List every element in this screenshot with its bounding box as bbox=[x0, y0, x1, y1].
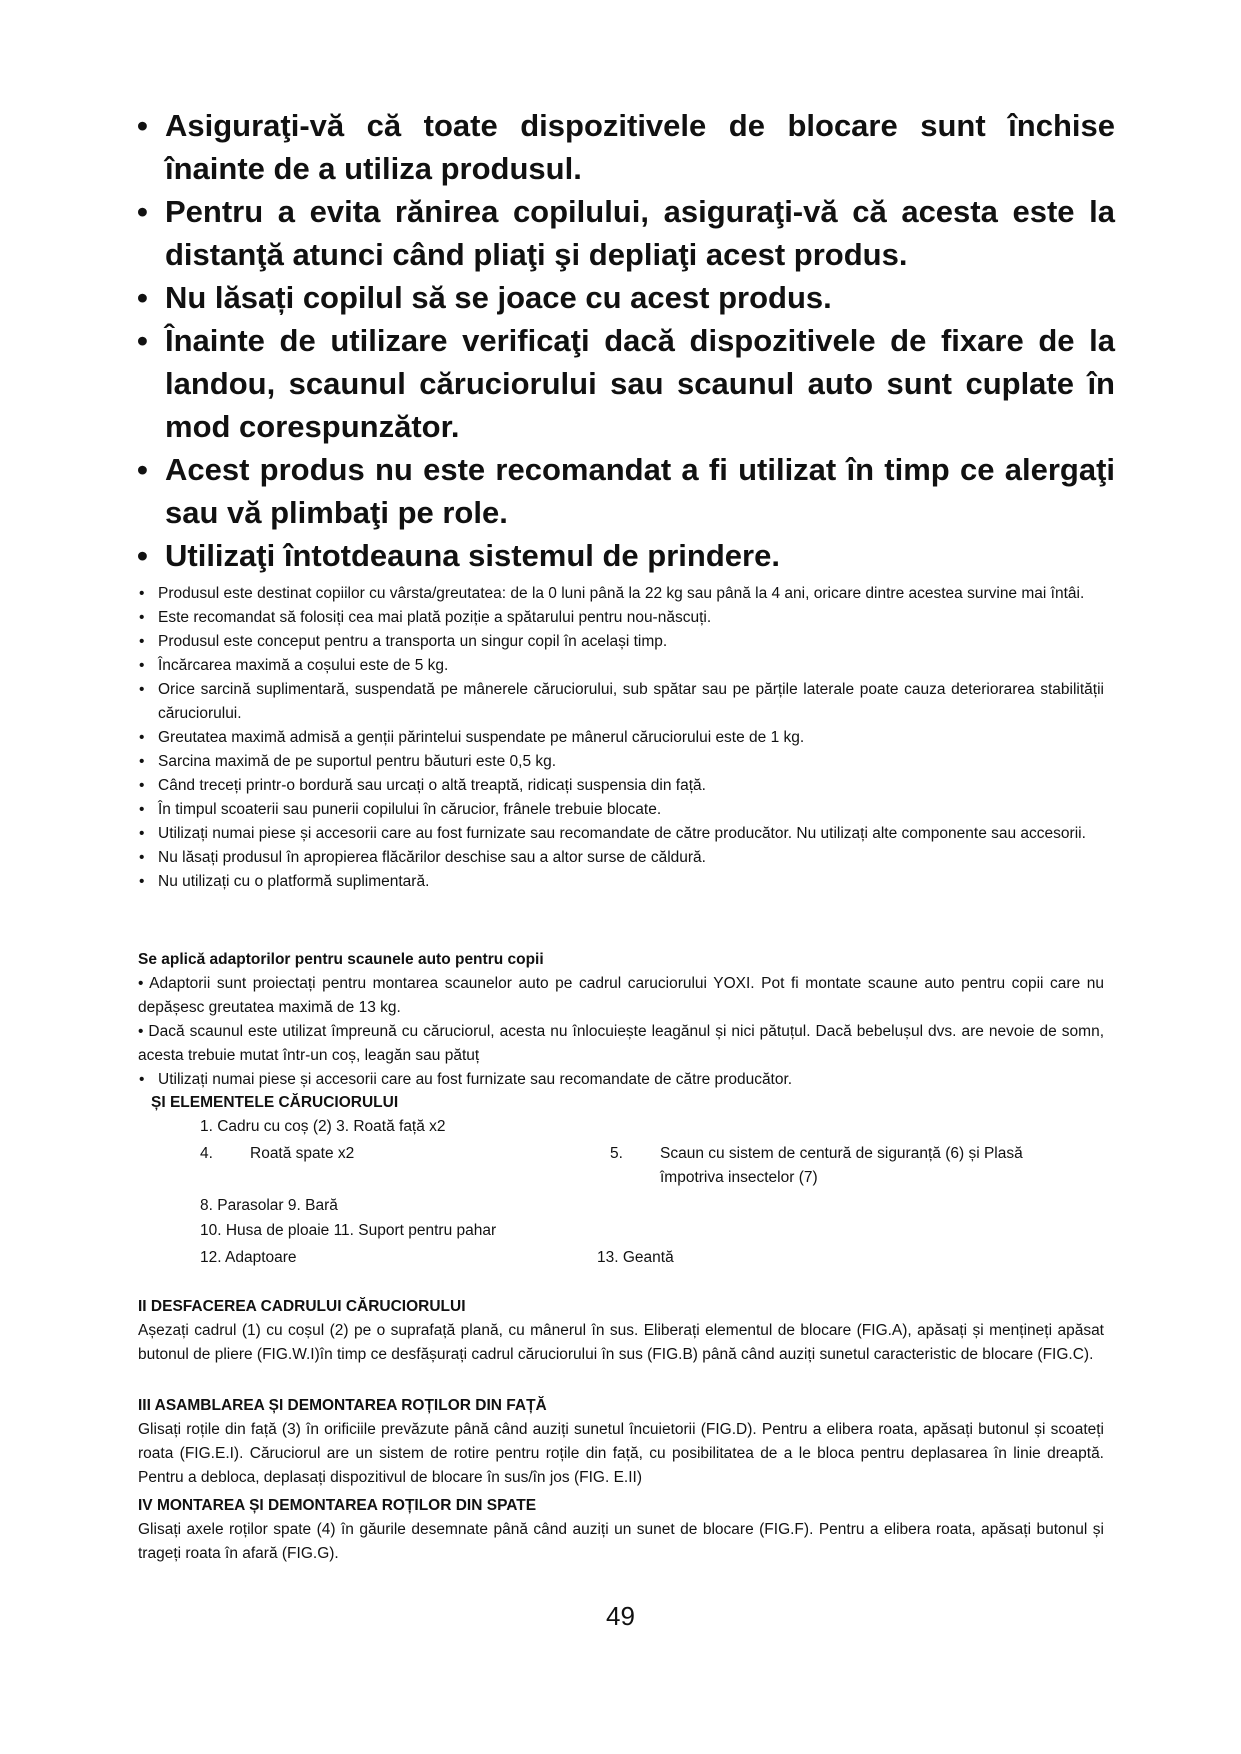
section-4-text: Glisați axele roților spate (4) în găurile desemnate până când auziți un sunet de blocare (FIG.F). Pentru a elibera roata, apăsați butonul și trageți roata în afară (FIG.G). bbox=[138, 1521, 1104, 1562]
small-warning-item: • Nu utilizați cu o platformă suplimentară. bbox=[138, 870, 1104, 894]
large-warning-item bbox=[135, 448, 1115, 534]
large-warning-item bbox=[135, 190, 1115, 276]
large-warning-text: • Utilizaţi întotdeauna sistemul de prindere. bbox=[165, 538, 780, 573]
small-warning-item: • Când treceți printr-o bordură sau urcați o altă treaptă, ridicați suspensia din față. bbox=[138, 774, 1104, 798]
adapters-bullet-list bbox=[138, 1068, 1104, 1092]
large-warnings-list bbox=[135, 104, 1115, 577]
large-warning-text: • Asiguraţi-vă că toate dispozitivele de blocare sunt închise înainte de a utiliza produsul. bbox=[165, 108, 1115, 186]
adapters-paragraph-1: • Adaptorii sunt proiectați pentru montarea scaunelor auto pe cadrul caruciorului YOXI. Pot fi montate scaune auto pentru copii care nu depășesc greutatea maximă de 13 kg. bbox=[138, 975, 1104, 1016]
elements-heading: ȘI ELEMENTELE CĂRUCIORULUI bbox=[151, 1094, 399, 1111]
small-warning-item: • Încărcarea maximă a coșului este de 5 kg. bbox=[138, 654, 1104, 678]
small-warning-item: • Greutatea maximă admisă a genții părintelui suspendate pe mânerul căruciorului este de 1 kg. bbox=[138, 726, 1104, 750]
elements-row-2-num: 4. bbox=[200, 1145, 213, 1162]
elements-row-3: 8. Parasolar 9. Bară bbox=[200, 1197, 338, 1214]
large-warning-text: • Pentru a evita rănirea copilului, asiguraţi-vă că acesta este la distanţă atunci când pliaţi şi depliaţi acest produs. bbox=[165, 194, 1115, 272]
elements-row-5b: 13. Geantă bbox=[597, 1249, 674, 1266]
elements-row-5a: 12. Adaptoare bbox=[200, 1249, 297, 1266]
section-4-heading: IV MONTAREA ȘI DEMONTAREA ROȚILOR DIN SPATE bbox=[138, 1497, 537, 1514]
large-warning-text: • Înainte de utilizare verificaţi dacă dispozitivele de fixare de la landou, scaunul căruciorului sau scaunul auto sunt cuplate în mod corespunzător. bbox=[165, 323, 1115, 444]
elements-row-1: 1. Cadru cu coș (2) 3. Roată față x2 bbox=[200, 1118, 446, 1135]
small-warning-item: • Produsul este destinat copiilor cu vârsta/greutatea: de la 0 luni până la 22 kg sau până la 4 ani, oricare dintre acestea survine mai întâi. bbox=[138, 582, 1104, 606]
small-warning-item: • Orice sarcină suplimentară, suspendată pe mânerele căruciorului, sub spătar sau pe părțile laterale poate cauza deteriorarea stabilității căruciorului. bbox=[138, 678, 1104, 726]
large-warning-text: • Nu lăsați copilul să se joace cu acest produs. bbox=[165, 280, 832, 315]
section-3-text: Glisați roțile din față (3) în orificiile prevăzute până când auziți sunetul încuietorii (FIG.D). Pentru a elibera roata, apăsați butonul și scoateți roata (FIG.E.I). Căruciorul are un sistem de rotire pentru roțile din față, cu posibilitatea de a le bloca pentru deplasarea în linie dreaptă. Pentru a debloca, deplasați dispozitivul de blocare în sus/în jos (FIG. E.II) bbox=[138, 1421, 1104, 1486]
small-warning-item: • Este recomandat să folosiți cea mai plată poziție a spătarului pentru nou-născuți. bbox=[138, 606, 1104, 630]
small-warnings-list bbox=[138, 582, 1104, 894]
elements-row-2b-num: 5. bbox=[610, 1145, 623, 1162]
section-2-heading: II DESFACEREA CADRULUI CĂRUCIORULUI bbox=[138, 1298, 466, 1315]
small-warning-item: • În timpul scoaterii sau punerii copilului în cărucior, frânele trebuie blocate. bbox=[138, 798, 1104, 822]
adapters-bullet: • Utilizați numai piese și accesorii care au fost furnizate sau recomandate de către producător. bbox=[138, 1068, 1104, 1092]
small-warning-item: • Sarcina maximă de pe suportul pentru băuturi este 0,5 kg. bbox=[138, 750, 1104, 774]
large-warning-item bbox=[135, 104, 1115, 190]
section-3-heading: III ASAMBLAREA ȘI DEMONTAREA ROȚILOR DIN FAȚĂ bbox=[138, 1397, 547, 1414]
page-number: 49 bbox=[606, 1601, 635, 1631]
adapters-paragraph-2: • Dacă scaunul este utilizat împreună cu căruciorul, acesta nu înlocuiește leagănul și nici pătuțul. Dacă bebelușul dvs. are nevoie de somn, acesta trebuie mutat într-un coș, leagăn sau pătuț bbox=[138, 1023, 1104, 1064]
small-warning-item: • Nu lăsați produsul în apropierea flăcărilor deschise sau a altor surse de căldură. bbox=[138, 846, 1104, 870]
large-warning-item bbox=[135, 534, 1115, 577]
small-warning-item: • Utilizați numai piese și accesorii care au fost furnizate sau recomandate de către producător. Nu utilizați alte componente sau accesorii. bbox=[138, 822, 1104, 846]
small-warning-item: • Produsul este conceput pentru a transporta un singur copil în același timp. bbox=[138, 630, 1104, 654]
elements-row-4: 10. Husa de ploaie 11. Suport pentru pahar bbox=[200, 1222, 497, 1239]
elements-row-2b-text: Scaun cu sistem de centură de siguranță (6) și Plasă împotriva insectelor (7) bbox=[660, 1145, 1023, 1186]
large-warning-text: • Acest produs nu este recomandat a fi utilizat în timp ce alergaţi sau vă plimbaţi pe role. bbox=[165, 452, 1115, 530]
section-2-text: Așezați cadrul (1) cu coșul (2) pe o suprafață plană, cu mânerul în sus. Eliberați elementul de blocare (FIG.A), apăsați și mențineți apăsat butonul de pliere (FIG.W.I)în timp ce desfășurați cadrul căruciorului în sus (FIG.B) până când auziți sunetul caracteristic de blocare (FIG.C). bbox=[138, 1322, 1104, 1363]
large-warning-item bbox=[135, 319, 1115, 448]
large-warning-item bbox=[135, 276, 1115, 319]
elements-row-2-text: Roată spate x2 bbox=[250, 1145, 355, 1162]
adapters-heading: Se aplică adaptorilor pentru scaunele auto pentru copii bbox=[138, 951, 544, 968]
